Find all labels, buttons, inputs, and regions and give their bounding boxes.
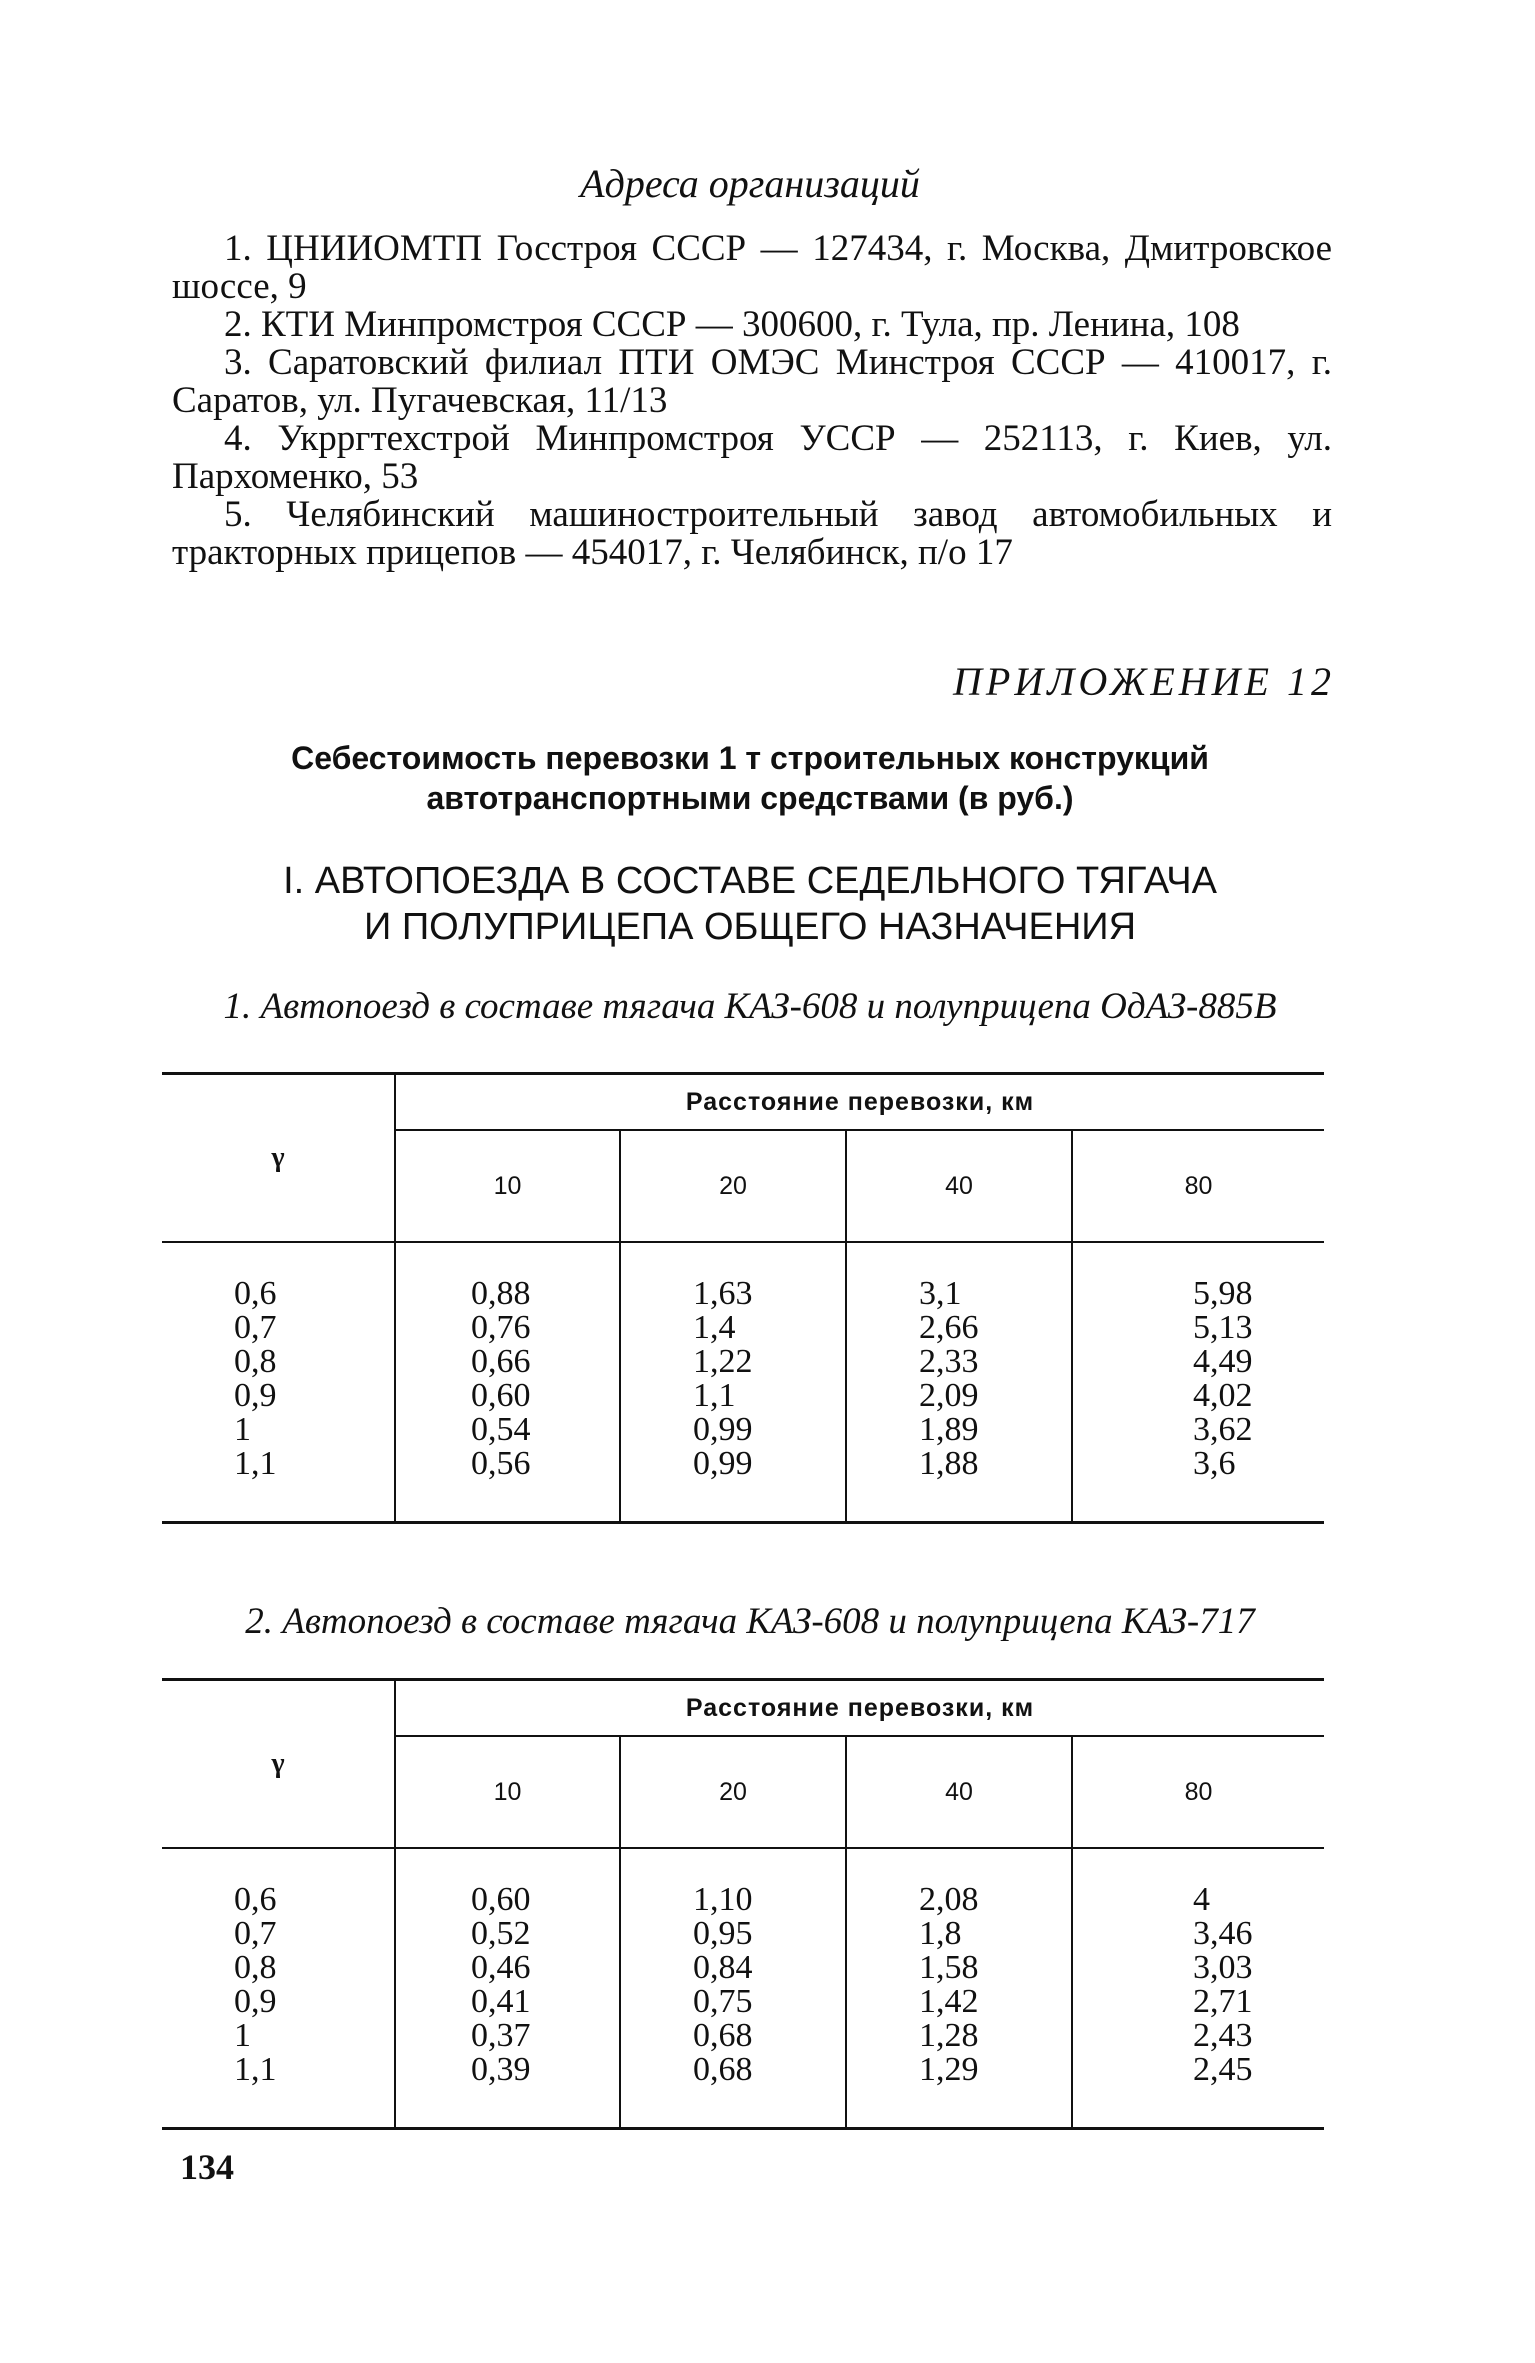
distance-20: 20: [620, 1736, 846, 1848]
distance-80: 80: [1072, 1736, 1324, 1848]
cost-value: 2,09: [919, 1377, 979, 1414]
cost-value: 3,6: [1193, 1445, 1236, 1482]
cost-value: 0,95: [693, 1915, 753, 1952]
page-number: 134: [180, 2147, 234, 2187]
gamma-value: 1,1: [234, 2051, 277, 2088]
cost-value: 4,02: [1193, 1377, 1253, 1414]
cost-table-2: [162, 1678, 1324, 2130]
cost-value: 0,52: [471, 1915, 531, 1952]
table-2-caption: 2. Автопоезд в составе тягача КАЗ-608 и полуприцепа КАЗ-717: [245, 1601, 1255, 1642]
gamma-value: 0,9: [234, 1983, 277, 2020]
cost-value: 0,99: [693, 1411, 753, 1448]
gamma-value: 1,1: [234, 1445, 277, 1482]
distance-40: 40: [846, 1130, 1072, 1242]
address-item: 4. Укрргтехстрой Минпромстроя УССР — 252113, г. Киев, ул. Пархоменко, 53: [172, 418, 1332, 497]
cost-value: 4,49: [1193, 1343, 1253, 1380]
cost-column-80km: [1072, 1242, 1324, 1523]
cost-value: 2,43: [1193, 2017, 1253, 2054]
cost-value: 0,37: [471, 2017, 531, 2054]
cost-value: 1,42: [919, 1983, 979, 2020]
gamma-value: 0,6: [234, 1881, 277, 1918]
cost-value: 3,46: [1193, 1915, 1253, 1952]
address-item: 5. Челябинский машиностроительный завод автомобильных и тракторных прицепов — 454017, г. Челябинск, п/о 17: [172, 494, 1332, 573]
section-heading: [0, 858, 1500, 950]
cost-value: 1,58: [919, 1949, 979, 1986]
subject-heading: [0, 738, 1500, 818]
cost-value: 1,22: [693, 1343, 753, 1380]
cost-value: 2,66: [919, 1309, 979, 1346]
cost-value: 2,45: [1193, 2051, 1253, 2088]
cost-value: 1,1: [693, 1377, 736, 1414]
addresses-list: [172, 230, 1332, 572]
gamma-value: 1: [234, 2017, 251, 2054]
subject-line-2: автотранспортными средствами (в руб.): [426, 780, 1074, 816]
table-header-row: [162, 1680, 1324, 1737]
cost-value: 0,46: [471, 1949, 531, 1986]
gamma-column: [162, 1848, 395, 2129]
table-body-row: [162, 1848, 1324, 2129]
cost-value: 1,63: [693, 1275, 753, 1312]
distance-10: 10: [395, 1736, 620, 1848]
gamma-value: 0,9: [234, 1377, 277, 1414]
cost-value: 0,41: [471, 1983, 531, 2020]
cost-value: 0,88: [471, 1275, 531, 1312]
cost-value: 3,03: [1193, 1949, 1253, 1986]
address-item: 3. Саратовский филиал ПТИ ОМЭС Минстроя СССР — 410017, г. Саратов, ул. Пугачевская, 11/13: [172, 342, 1332, 421]
cost-value: 0,76: [471, 1309, 531, 1346]
distance-20: 20: [620, 1130, 846, 1242]
appendix-label: ПРИЛОЖЕНИЕ 12: [953, 659, 1335, 704]
address-item: 1. ЦНИИОМТП Госстроя СССР — 127434, г. Москва, Дмитровское шоссе, 9: [172, 228, 1332, 307]
cost-column-40km: [846, 1848, 1072, 2129]
cost-value: 1,8: [919, 1915, 962, 1952]
distance-40: 40: [846, 1736, 1072, 1848]
section-line-1: I. АВТОПОЕЗДА В СОСТАВЕ СЕДЕЛЬНОГО ТЯГАЧА: [283, 860, 1217, 902]
gamma-value: 1: [234, 1411, 251, 1448]
cost-value: 0,66: [471, 1343, 531, 1380]
gamma-value: 0,6: [234, 1275, 277, 1312]
distance-80: 80: [1072, 1130, 1324, 1242]
distance-10: 10: [395, 1130, 620, 1242]
table-body-row: [162, 1242, 1324, 1523]
cost-value: 0,60: [471, 1377, 531, 1414]
cost-value: 1,4: [693, 1309, 736, 1346]
gamma-value: 0,7: [234, 1915, 277, 1952]
cost-table-1: [162, 1072, 1324, 1524]
cost-value: 0,68: [693, 2017, 753, 2054]
cost-value: 0,84: [693, 1949, 753, 1986]
cost-value: 0,60: [471, 1881, 531, 1918]
section-line-2: И ПОЛУПРИЦЕПА ОБЩЕГО НАЗНАЧЕНИЯ: [363, 906, 1137, 948]
distance-header: Расстояние перевозки, км: [395, 1074, 1324, 1131]
cost-value: 0,54: [471, 1411, 531, 1448]
table-2-grid: [162, 1678, 1324, 2130]
gamma-header: γ: [162, 1680, 395, 1849]
subject-line-1: Себестоимость перевозки 1 т строительных конструкций: [291, 740, 1209, 776]
cost-column-20km: [620, 1848, 846, 2129]
distance-header: Расстояние перевозки, км: [395, 1680, 1324, 1737]
cost-value: 1,88: [919, 1445, 979, 1482]
cost-column-80km: [1072, 1848, 1324, 2129]
address-item: 2. КТИ Минпромстроя СССР — 300600, г. Тула, пр. Ленина, 108: [224, 304, 1240, 345]
cost-value: 3,1: [919, 1275, 962, 1312]
cost-value: 2,08: [919, 1881, 979, 1918]
cost-column-10km: [395, 1848, 620, 2129]
cost-value: 0,75: [693, 1983, 753, 2020]
cost-value: 5,98: [1193, 1275, 1253, 1312]
gamma-column: [162, 1242, 395, 1523]
cost-value: 0,56: [471, 1445, 531, 1482]
cost-value: 2,71: [1193, 1983, 1253, 2020]
cost-column-20km: [620, 1242, 846, 1523]
cost-value: 0,99: [693, 1445, 753, 1482]
addresses-title: Адреса организаций: [580, 161, 920, 206]
table-1-grid: [162, 1072, 1324, 1524]
cost-value: 1,89: [919, 1411, 979, 1448]
cost-column-40km: [846, 1242, 1072, 1523]
gamma-value: 0,8: [234, 1949, 277, 1986]
gamma-header: γ: [162, 1074, 395, 1243]
cost-value: 5,13: [1193, 1309, 1253, 1346]
cost-value: 0,68: [693, 2051, 753, 2088]
cost-value: 2,33: [919, 1343, 979, 1380]
cost-value: 4: [1193, 1881, 1210, 1918]
gamma-value: 0,7: [234, 1309, 277, 1346]
table-header-row: [162, 1074, 1324, 1131]
cost-value: 1,28: [919, 2017, 979, 2054]
cost-value: 1,29: [919, 2051, 979, 2088]
cost-value: 3,62: [1193, 1411, 1253, 1448]
cost-value: 0,39: [471, 2051, 531, 2088]
gamma-value: 0,8: [234, 1343, 277, 1380]
cost-column-10km: [395, 1242, 620, 1523]
cost-value: 1,10: [693, 1881, 753, 1918]
table-1-caption: 1. Автопоезд в составе тягача КАЗ-608 и полуприцепа ОдАЗ-885В: [223, 986, 1277, 1027]
